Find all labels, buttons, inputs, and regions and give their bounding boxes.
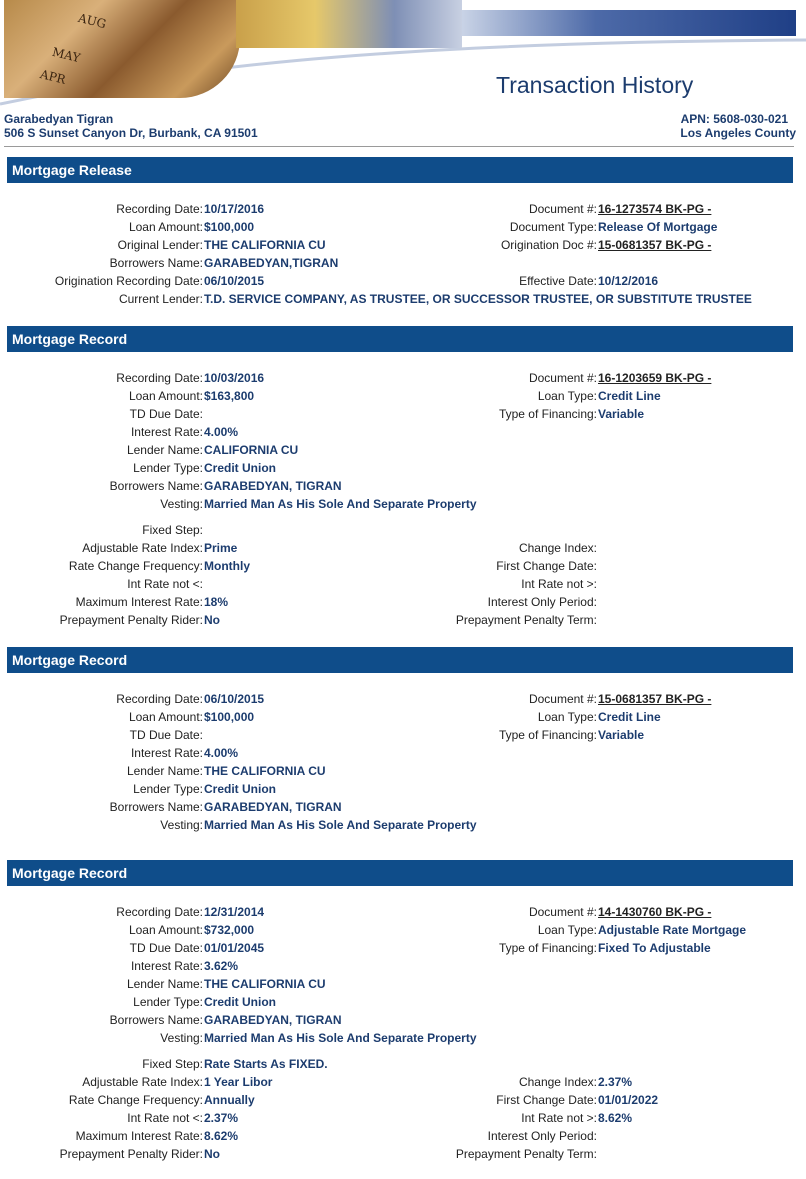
field-value: 3.62% xyxy=(204,959,239,973)
field-value: GARABEDYAN, TIGRAN xyxy=(204,1013,342,1027)
field-label: Borrowers Name: xyxy=(109,1013,203,1027)
field-value: 4.00% xyxy=(204,746,239,760)
property-address: 506 S Sunset Canyon Dr, Burbank, CA 91501 xyxy=(4,126,258,140)
field-value: Rate Starts As FIXED. xyxy=(204,1057,328,1071)
field-value: Married Man As His Sole And Separate Property xyxy=(204,1031,477,1045)
field-value: Adjustable Rate Mortgage xyxy=(598,923,747,937)
field-label: Int Rate not <: xyxy=(127,1111,203,1125)
field-label: Prepayment Penalty Rider: xyxy=(59,1147,203,1161)
field-label: TD Due Date: xyxy=(129,728,203,742)
field-value: 2.37% xyxy=(598,1075,633,1089)
field-label: Prepayment Penalty Rider: xyxy=(59,613,203,627)
folder-photo-secondary xyxy=(236,0,462,48)
banner-blue-band xyxy=(462,10,796,36)
folder-tab-label: MAY xyxy=(50,44,82,66)
field-value: THE CALIFORNIA CU xyxy=(204,238,326,252)
field-label: Document #: xyxy=(528,692,597,706)
field-label: Rate Change Frequency: xyxy=(68,559,203,573)
field-label: Type of Financing: xyxy=(498,941,597,955)
field-label: Lender Type: xyxy=(133,782,203,796)
field-label: Loan Amount: xyxy=(128,710,203,724)
folder-tab-label: AUG xyxy=(76,10,108,32)
field-value: Married Man As His Sole And Separate Property xyxy=(204,497,477,511)
apn-number: APN: 5608-030-021 xyxy=(680,112,788,126)
field-value: 10/12/2016 xyxy=(598,274,659,288)
field-label: Interest Rate: xyxy=(130,746,203,760)
field-value: No xyxy=(204,613,220,627)
field-value: Married Man As His Sole And Separate Property xyxy=(204,818,477,832)
document-number-link[interactable]: 16-1273574 BK-PG - xyxy=(598,202,712,216)
field-value: THE CALIFORNIA CU xyxy=(204,764,326,778)
field-value: 8.62% xyxy=(204,1129,239,1143)
field-label: Prepayment Penalty Term: xyxy=(455,1147,597,1161)
field-value: Release Of Mortgage xyxy=(598,220,718,234)
field-label: Loan Type: xyxy=(537,923,597,937)
folder-photo xyxy=(4,0,240,98)
header-banner xyxy=(0,0,806,110)
field-value: CALIFORNIA CU xyxy=(204,443,299,457)
field-value: Annually xyxy=(204,1093,255,1107)
field-label: Int Rate not >: xyxy=(521,577,597,591)
field-value: Fixed To Adjustable xyxy=(598,941,711,955)
field-value: T.D. SERVICE COMPANY, AS TRUSTEE, OR SUCCESSOR TRUSTEE, OR SUBSTITUTE TRUSTEE xyxy=(204,292,752,306)
field-value: 01/01/2022 xyxy=(598,1093,659,1107)
field-value: Variable xyxy=(598,728,645,742)
field-label: Recording Date: xyxy=(116,692,203,706)
field-label: Lender Name: xyxy=(126,977,203,991)
field-value: 10/17/2016 xyxy=(204,202,265,216)
section-header-mortgage-record: Mortgage Record xyxy=(7,860,793,886)
section-header-mortgage-release: Mortgage Release xyxy=(7,157,793,183)
field-value: 01/01/2045 xyxy=(204,941,265,955)
field-label: Prepayment Penalty Term: xyxy=(455,613,597,627)
field-value: $732,000 xyxy=(204,923,255,937)
document-number-link[interactable]: 15-0681357 BK-PG - xyxy=(598,692,712,706)
field-label: First Change Date: xyxy=(496,1093,597,1107)
field-label: Int Rate not >: xyxy=(521,1111,597,1125)
field-label: Recording Date: xyxy=(116,202,203,216)
field-label: Interest Only Period: xyxy=(487,595,597,609)
field-label: Recording Date: xyxy=(116,905,203,919)
field-label: Borrowers Name: xyxy=(109,479,203,493)
field-label: Lender Name: xyxy=(126,764,203,778)
field-label: Loan Type: xyxy=(537,710,597,724)
field-label: Type of Financing: xyxy=(498,728,597,742)
field-label: Document #: xyxy=(528,371,597,385)
field-value: Credit Line xyxy=(598,710,661,724)
field-label: Interest Rate: xyxy=(130,959,203,973)
field-value: Credit Line xyxy=(598,389,661,403)
field-value: GARABEDYAN, TIGRAN xyxy=(204,800,342,814)
field-label: Interest Only Period: xyxy=(487,1129,597,1143)
field-label: Document #: xyxy=(528,905,597,919)
field-label: Document Type: xyxy=(509,220,597,234)
field-label: Origination Recording Date: xyxy=(54,274,203,288)
field-label: Maximum Interest Rate: xyxy=(75,595,203,609)
field-value: Credit Union xyxy=(204,995,276,1009)
field-label: Document #: xyxy=(528,202,597,216)
field-value: 06/10/2015 xyxy=(204,692,265,706)
field-label: Recording Date: xyxy=(116,371,203,385)
field-label: Vesting: xyxy=(160,1031,203,1045)
field-label: Lender Type: xyxy=(133,995,203,1009)
field-label: Loan Type: xyxy=(537,389,597,403)
field-value: GARABEDYAN, TIGRAN xyxy=(204,479,342,493)
field-value: 4.00% xyxy=(204,425,239,439)
document-number-link[interactable]: 14-1430760 BK-PG - xyxy=(598,905,712,919)
field-label: Effective Date: xyxy=(519,274,597,288)
field-value: Credit Union xyxy=(204,782,276,796)
field-label: Maximum Interest Rate: xyxy=(75,1129,203,1143)
field-value: GARABEDYAN,TIGRAN xyxy=(204,256,339,270)
field-label: TD Due Date: xyxy=(129,941,203,955)
field-label: Interest Rate: xyxy=(130,425,203,439)
field-value: Monthly xyxy=(204,559,250,573)
field-value: No xyxy=(204,1147,220,1161)
field-label: Adjustable Rate Index: xyxy=(82,1075,203,1089)
field-label: First Change Date: xyxy=(496,559,597,573)
field-value: Prime xyxy=(204,541,238,555)
field-label: Rate Change Frequency: xyxy=(68,1093,203,1107)
origination-doc-link[interactable]: 15-0681357 BK-PG - xyxy=(598,238,712,252)
folder-tab-label: APR xyxy=(38,67,68,87)
field-label: Loan Amount: xyxy=(128,220,203,234)
field-value: 10/03/2016 xyxy=(204,371,265,385)
page-title: Transaction History xyxy=(496,72,694,98)
field-value: 12/31/2014 xyxy=(204,905,265,919)
field-value: 2.37% xyxy=(204,1111,239,1125)
field-value: $100,000 xyxy=(204,220,255,234)
field-label: Origination Doc #: xyxy=(500,238,597,252)
field-label: Borrowers Name: xyxy=(109,256,203,270)
field-label: Change Index: xyxy=(518,1075,597,1089)
field-label: Adjustable Rate Index: xyxy=(82,541,203,555)
field-label: Original Lender: xyxy=(117,238,203,252)
county-name: Los Angeles County xyxy=(680,126,796,140)
field-label: Lender Type: xyxy=(133,461,203,475)
field-value: 18% xyxy=(204,595,229,609)
field-label: Borrowers Name: xyxy=(109,800,203,814)
document-number-link[interactable]: 16-1203659 BK-PG - xyxy=(598,371,712,385)
field-value: $100,000 xyxy=(204,710,255,724)
field-label: Loan Amount: xyxy=(128,389,203,403)
field-label: Change Index: xyxy=(518,541,597,555)
field-label: Current Lender: xyxy=(118,292,203,306)
field-label: Lender Name: xyxy=(126,443,203,457)
header-divider xyxy=(4,146,794,147)
section-header-mortgage-record: Mortgage Record xyxy=(7,326,793,352)
field-label: Vesting: xyxy=(160,497,203,511)
field-value: Credit Union xyxy=(204,461,276,475)
field-value: Variable xyxy=(598,407,645,421)
field-label: Type of Financing: xyxy=(498,407,597,421)
field-value: THE CALIFORNIA CU xyxy=(204,977,326,991)
field-value: 1 Year Libor xyxy=(204,1075,273,1089)
field-value: 8.62% xyxy=(598,1111,633,1125)
owner-name: Garabedyan Tigran xyxy=(4,112,114,126)
field-value: $163,800 xyxy=(204,389,255,403)
field-label: Vesting: xyxy=(160,818,203,832)
field-label: Int Rate not <: xyxy=(127,577,203,591)
field-label: Fixed Step: xyxy=(142,523,203,537)
field-label: Fixed Step: xyxy=(142,1057,203,1071)
section-header-mortgage-record: Mortgage Record xyxy=(7,647,793,673)
field-value: 06/10/2015 xyxy=(204,274,265,288)
field-label: Loan Amount: xyxy=(128,923,203,937)
field-label: TD Due Date: xyxy=(129,407,203,421)
